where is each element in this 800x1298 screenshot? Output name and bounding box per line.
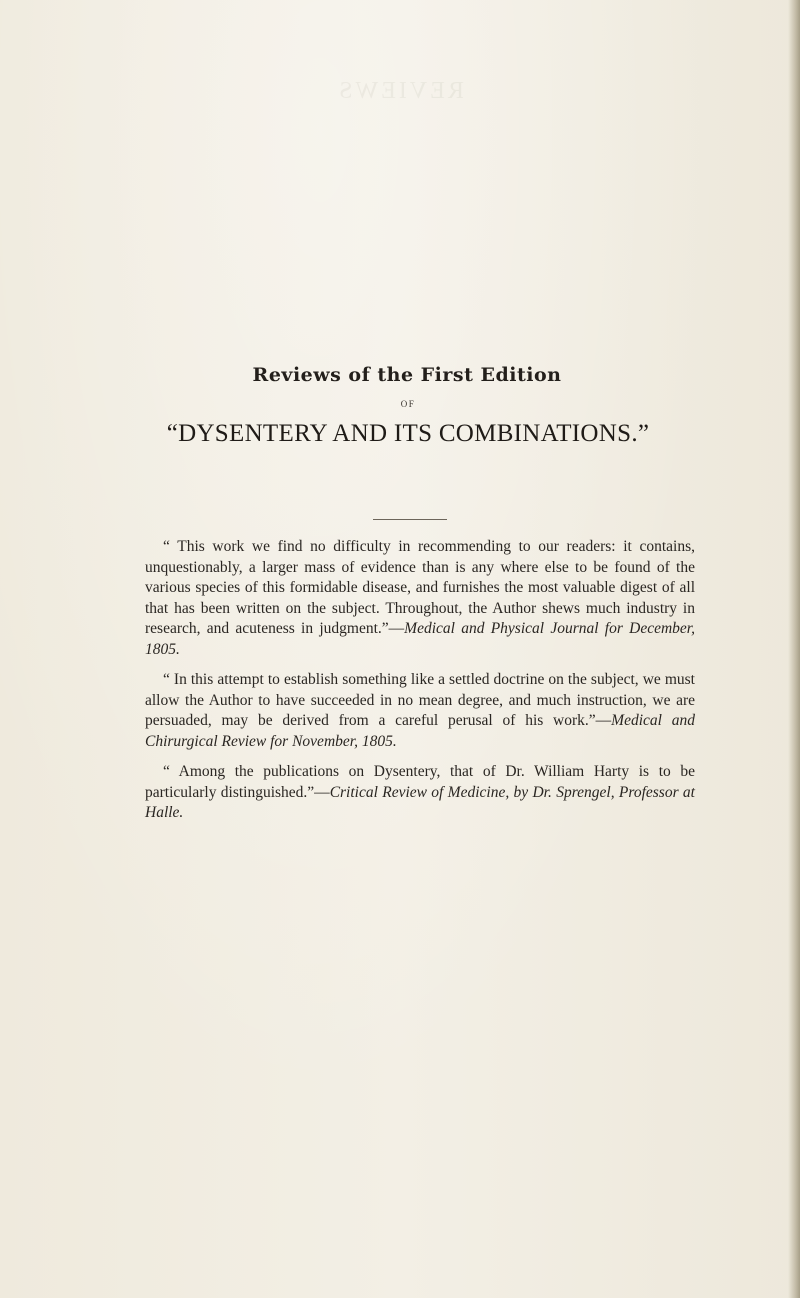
- page-edge-shadow: [788, 0, 800, 1298]
- book-title: “DYSENTERY AND ITS COMBINATIONS.”: [166, 420, 650, 447]
- show-through-bleed: REVIEWS: [336, 78, 464, 104]
- review-quote: “ Among the publications on Dysentery, that of Dr. William Harty is to be particularly distinguished.”—: [145, 763, 695, 801]
- of-word: OF: [400, 399, 416, 409]
- reviews-section: [145, 537, 695, 834]
- review-quote: “ In this attempt to establish something like a settled doctrine on the subject, we must allow the Author to have succeeded in no mean degree, and much instruction, we are persuaded, may be derived from a careful perusal of his work.”—: [145, 671, 695, 729]
- review-quote: “ This work we find no difficulty in recommending to our readers: it contains, unquestionably, a larger mass of evidence than is any where else to be found of the various species of this formidable disease, and furnishes the most valuable digest of all that has been written on the subject. Throughout, the Author shews much industry in research, and acuteness in judgment.”—: [145, 538, 695, 637]
- review-source: Medical and Physical Journal for December, 1805.: [145, 620, 695, 658]
- title-divider-rule: [373, 519, 447, 520]
- review-source: Medical and Chirurgical Review for November, 1805.: [145, 712, 695, 750]
- title-block: [0, 364, 800, 448]
- review-entry: [145, 670, 695, 752]
- gothic-heading: Reviews of the First Edition: [252, 364, 562, 386]
- review-entry: [145, 762, 695, 824]
- review-entry: [145, 537, 695, 660]
- review-source: Critical Review of Medicine, by Dr. Sprengel, Professor at Halle.: [145, 783, 695, 821]
